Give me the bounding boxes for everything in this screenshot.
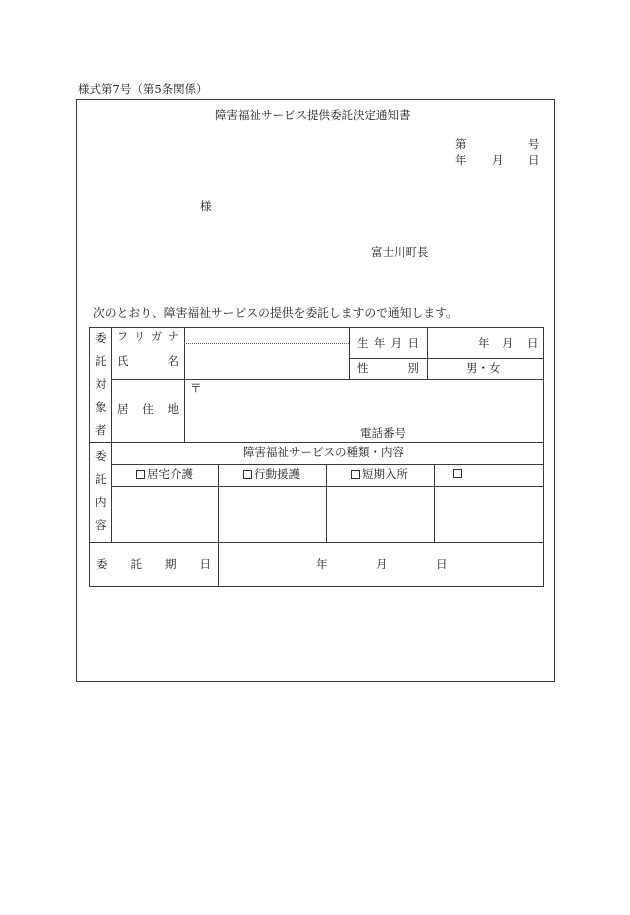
service-option-short-stay[interactable]: 短期入所: [351, 469, 408, 481]
table-border-left: [89, 327, 90, 587]
content-header-char: 内: [95, 495, 107, 509]
subject-block-bottom: [89, 442, 544, 443]
service-label-row-bottom: [111, 486, 544, 487]
table-border-right: [543, 327, 544, 587]
postal-mark: 〒: [190, 381, 202, 395]
subject-header-char: 対: [95, 377, 107, 391]
period-year: 年: [316, 557, 328, 571]
checkbox-icon[interactable]: [136, 470, 145, 479]
name-label: 氏 名: [117, 354, 179, 368]
notice-frame: [76, 99, 555, 682]
date-year: 年: [455, 153, 467, 167]
doc-no-dai: 第: [455, 137, 467, 151]
subject-header-char: 象: [95, 400, 107, 414]
birthdate-value-divider: [427, 327, 428, 379]
checkbox-icon[interactable]: [351, 470, 360, 479]
issuer: 富士川町長: [371, 245, 429, 259]
phone-label: 電話番号: [360, 426, 406, 440]
table-border-top: [89, 327, 544, 328]
checkbox-icon[interactable]: [243, 470, 252, 479]
content-title: 障害福祉サービスの種類・内容: [243, 445, 404, 459]
service-col-divider-1: [218, 464, 219, 587]
address-label: 居 住 地: [117, 402, 179, 416]
period-label: 委 託 期 日: [96, 557, 211, 571]
subject-header-char: 者: [95, 423, 107, 437]
intro-text: 次のとおり、障害福祉サービスの提供を委託しますので通知します。: [93, 306, 458, 320]
subject-header-char: 委: [95, 331, 107, 345]
subject-header-char: 託: [95, 354, 107, 368]
table-border-bottom: [89, 586, 544, 587]
document-title: 障害福祉サービス提供委託決定通知書: [215, 108, 411, 122]
checkbox-icon[interactable]: [453, 469, 462, 478]
name-row-bottom: [111, 379, 544, 380]
birthdate-left-divider: [349, 327, 350, 379]
period-day: 日: [436, 557, 448, 571]
content-block-bottom: [89, 542, 544, 543]
period-month: 月: [376, 557, 388, 571]
label-column-divider: [184, 327, 185, 442]
birthdate-row-bottom: [349, 358, 544, 359]
service-option-home-care[interactable]: 居宅介護: [136, 469, 193, 481]
service-col-divider-2: [326, 464, 327, 543]
content-header-char: 委: [95, 449, 107, 463]
subject-header-divider: [111, 327, 112, 543]
furigana-dotted-line: [184, 343, 349, 344]
sex-value: 男・女: [466, 361, 501, 375]
date-month: 月: [492, 153, 504, 167]
content-header-char: 託: [95, 472, 107, 486]
doc-no-go: 号: [528, 137, 540, 151]
form-number: 様式第7号（第5条関係）: [78, 82, 208, 96]
service-option-other[interactable]: [453, 469, 464, 478]
birthdate-label: 生 年 月 日: [357, 336, 419, 350]
recipient-suffix: 様: [200, 199, 212, 213]
birthdate-year: 年: [478, 336, 490, 350]
content-title-bottom: [111, 464, 544, 465]
date-day: 日: [528, 153, 540, 167]
service-col-divider-3: [434, 464, 435, 543]
content-header-char: 容: [95, 518, 107, 532]
birthdate-month: 月: [502, 336, 514, 350]
furigana-label: フ リ ガ ナ: [117, 330, 179, 343]
service-option-behavior-support[interactable]: 行動援護: [243, 469, 300, 481]
birthdate-day: 日: [527, 336, 539, 350]
sex-label: 性 別: [357, 361, 419, 375]
